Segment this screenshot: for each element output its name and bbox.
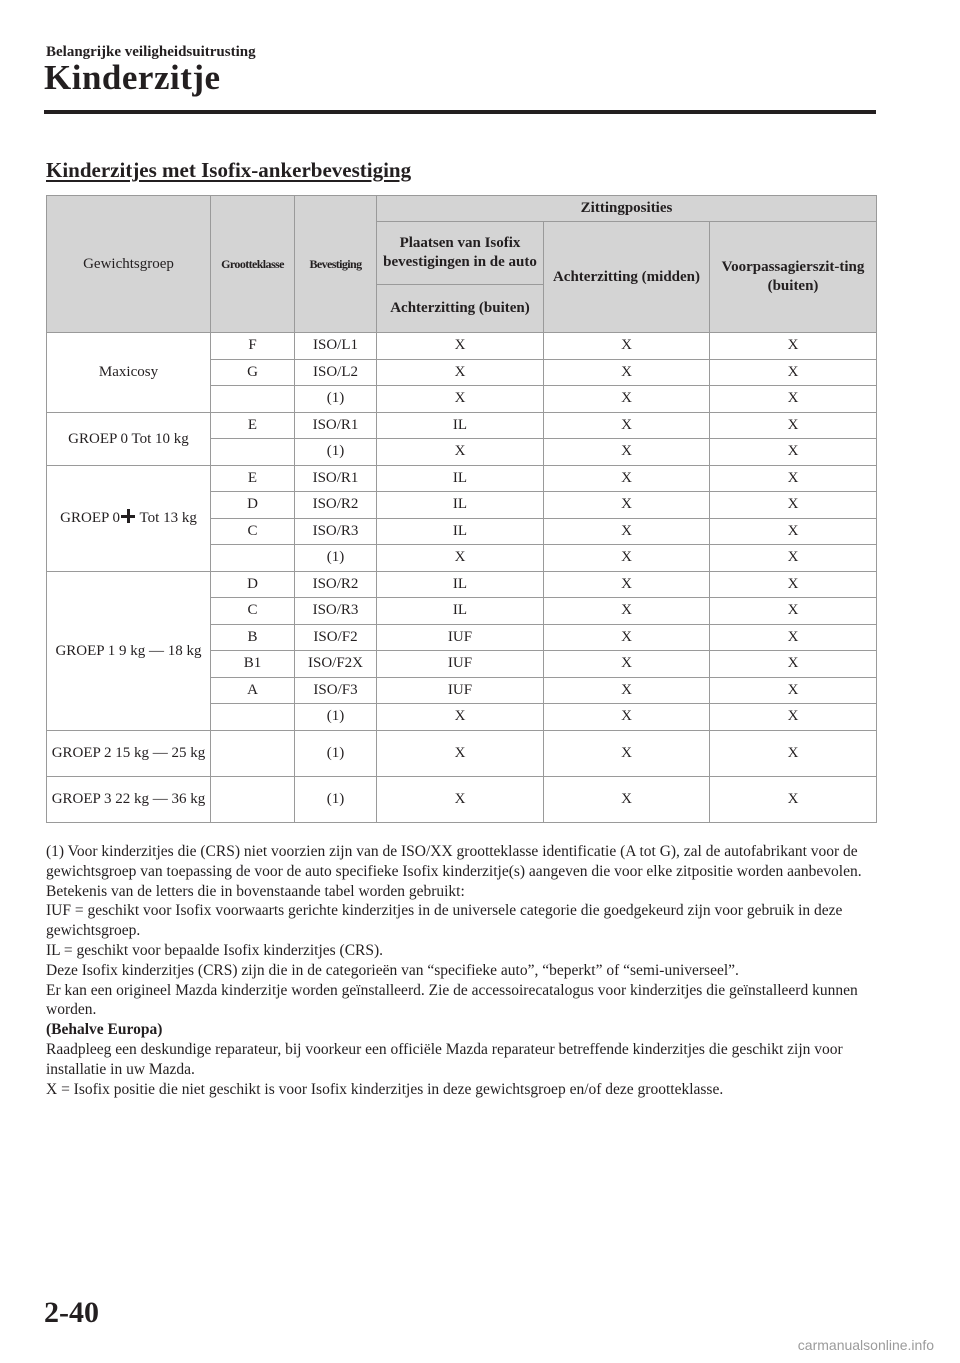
table-cell: IUF — [377, 651, 544, 678]
note-paragraph: X = Isofix positie die niet geschikt is voor Isofix kinderzitjes in deze gewichtsgroep en/of deze grootteklasse. — [46, 1080, 724, 1098]
table-cell: X — [544, 333, 710, 360]
note-paragraph: Deze Isofix kinderzitjes (CRS) zijn die in de categorieën van “specifieke auto”, “beperkt” of “semi-universeel”. — [46, 961, 739, 979]
table-cell: IL — [377, 518, 544, 545]
table-cell: (1) — [295, 439, 377, 466]
table-cell: X — [710, 333, 877, 360]
table-cell: X — [710, 545, 877, 572]
table-cell: B — [211, 624, 295, 651]
table-cell: ISO/F2X — [295, 651, 377, 678]
page-number: 2-40 — [44, 1296, 99, 1329]
table-cell: X — [710, 518, 877, 545]
table-cell: X — [710, 359, 877, 386]
table-cell — [211, 776, 295, 822]
header-rear-center: Achterzitting (midden) — [544, 222, 710, 333]
table-cell: IL — [377, 598, 544, 625]
section-label: Belangrijke veiligheidsuitrusting — [46, 44, 256, 60]
table-cell: B1 — [211, 651, 295, 678]
note-paragraph: Raadpleeg een deskundige reparateur, bij voorkeur een officiële Mazda reparateur betreffende kinderzitjes die geschikt zijn voor installatie in uw Mazda. — [46, 1040, 843, 1078]
table-cell: A — [211, 677, 295, 704]
table-cell: X — [544, 624, 710, 651]
table-row — [47, 571, 877, 598]
table-cell: ISO/R3 — [295, 598, 377, 625]
weight-group-cell: GROEP 1 9 kg ― 18 kg — [47, 571, 211, 730]
table-cell: ISO/L1 — [295, 333, 377, 360]
header-seating-positions: Zittingposities — [377, 196, 877, 222]
table-cell: X — [377, 545, 544, 572]
table-cell: G — [211, 359, 295, 386]
table-row — [47, 333, 877, 360]
table-cell: X — [710, 677, 877, 704]
table-cell: C — [211, 518, 295, 545]
watermark: carmanualsonline.info — [797, 1337, 934, 1353]
header-front-passenger: Voorpassagierszit-ting (buiten) — [710, 222, 877, 333]
table-cell: X — [544, 677, 710, 704]
note-paragraph: IUF = geschikt voor Isofix voorwaarts gerichte kinderzitjes in de universele categorie die goedgekeurd zijn voor gebruik in deze gewichtsgroep. — [46, 902, 843, 940]
weight-group-cell: Maxicosy — [47, 333, 211, 413]
table-cell: X — [544, 704, 710, 731]
plus-icon — [121, 509, 135, 523]
table-cell: ISO/L2 — [295, 359, 377, 386]
table-cell: ISO/R1 — [295, 412, 377, 439]
chapter-title: Kinderzitje — [44, 58, 221, 97]
table-cell: X — [710, 776, 877, 822]
table-cell — [211, 704, 295, 731]
table-cell: D — [211, 492, 295, 519]
table-cell: X — [377, 386, 544, 413]
table-cell: X — [710, 492, 877, 519]
note-paragraph: Betekenis van de letters die in bovenstaande tabel worden gebruikt: — [46, 882, 465, 900]
table-cell: ISO/F3 — [295, 677, 377, 704]
table-cell: X — [544, 465, 710, 492]
table-cell: ISO/R2 — [295, 492, 377, 519]
table-cell: X — [377, 730, 544, 776]
table-cell: X — [377, 776, 544, 822]
table-cell: X — [544, 492, 710, 519]
table-cell: E — [211, 465, 295, 492]
table-cell: ISO/R1 — [295, 465, 377, 492]
table-cell — [211, 545, 295, 572]
table-cell: X — [710, 651, 877, 678]
table-row — [47, 412, 877, 439]
table-cell: X — [544, 518, 710, 545]
header-isofix-locations: Plaatsen van Isofix bevestigingen in de auto — [377, 222, 544, 285]
table-cell: (1) — [295, 545, 377, 572]
table-cell: X — [710, 412, 877, 439]
table-cell: X — [377, 359, 544, 386]
sub-heading: Kinderzitjes met Isofix-ankerbevestiging — [46, 158, 412, 182]
footnotes — [46, 842, 876, 1099]
title-divider — [44, 110, 876, 114]
table-cell: (1) — [295, 776, 377, 822]
table-cell: (1) — [295, 730, 377, 776]
table-cell — [211, 439, 295, 466]
table-cell: X — [710, 571, 877, 598]
table-cell: X — [544, 776, 710, 822]
table-cell: IUF — [377, 624, 544, 651]
table-cell: X — [544, 545, 710, 572]
table-cell: X — [710, 704, 877, 731]
table-cell: X — [377, 704, 544, 731]
table-cell: ISO/R2 — [295, 571, 377, 598]
table-cell: X — [544, 439, 710, 466]
table-cell: X — [710, 624, 877, 651]
table-cell: E — [211, 412, 295, 439]
note-paragraph: IL = geschikt voor bepaalde Isofix kinderzitjes (CRS). — [46, 941, 384, 959]
note-paragraph: Er kan een origineel Mazda kinderzitje worden geïnstalleerd. Zie de accessoirecatalogus voor kinderzitjes die geïnstalleerd kunnen worden. — [46, 981, 858, 1019]
table-cell: X — [710, 598, 877, 625]
table-cell: X — [544, 598, 710, 625]
table-cell: ISO/F2 — [295, 624, 377, 651]
table-cell: C — [211, 598, 295, 625]
table-cell: F — [211, 333, 295, 360]
header-size-class: Grootteklasse — [211, 196, 295, 333]
table-cell: X — [377, 333, 544, 360]
table-cell: X — [710, 386, 877, 413]
table-cell: X — [710, 465, 877, 492]
header-fixture: Bevestiging — [295, 196, 377, 333]
header-weight-group: Gewichtsgroep — [47, 196, 211, 333]
table-cell: X — [544, 386, 710, 413]
table-cell: IL — [377, 465, 544, 492]
table-cell: IL — [377, 492, 544, 519]
isofix-table — [46, 195, 877, 823]
table-cell: X — [544, 571, 710, 598]
table-cell: IUF — [377, 677, 544, 704]
table-cell: X — [377, 439, 544, 466]
table-row — [47, 776, 877, 822]
table-row — [47, 730, 877, 776]
weight-group-cell: GROEP 0 Tot 13 kg — [47, 465, 211, 571]
weight-group-cell: GROEP 0 Tot 10 kg — [47, 412, 211, 465]
table-cell: X — [710, 439, 877, 466]
table-cell: IL — [377, 571, 544, 598]
table-cell — [211, 730, 295, 776]
header-rear-outboard: Achterzitting (buiten) — [377, 285, 544, 333]
table-cell: IL — [377, 412, 544, 439]
table-cell: (1) — [295, 704, 377, 731]
weight-group-cell: GROEP 3 22 kg ― 36 kg — [47, 776, 211, 822]
table-cell: X — [544, 730, 710, 776]
table-cell: X — [544, 651, 710, 678]
note-paragraph: (Behalve Europa) — [46, 1021, 163, 1039]
table-cell: X — [544, 412, 710, 439]
table-cell — [211, 386, 295, 413]
weight-group-cell: GROEP 2 15 kg ― 25 kg — [47, 730, 211, 776]
table-cell: X — [544, 359, 710, 386]
note-paragraph: (1) Voor kinderzitjes die (CRS) niet voorzien zijn van de ISO/XX grootteklasse identificatie (A tot G), zal de autofabrikant voor de gewichtsgroep van toepassing de voor de auto specifieke Isofix kinderzitje(s) aangeven die voor elke zitpositie worden aanbevolen. — [46, 843, 862, 880]
table-cell: (1) — [295, 386, 377, 413]
table-cell: ISO/R3 — [295, 518, 377, 545]
table-cell: X — [710, 730, 877, 776]
table-cell: D — [211, 571, 295, 598]
table-row — [47, 465, 877, 492]
